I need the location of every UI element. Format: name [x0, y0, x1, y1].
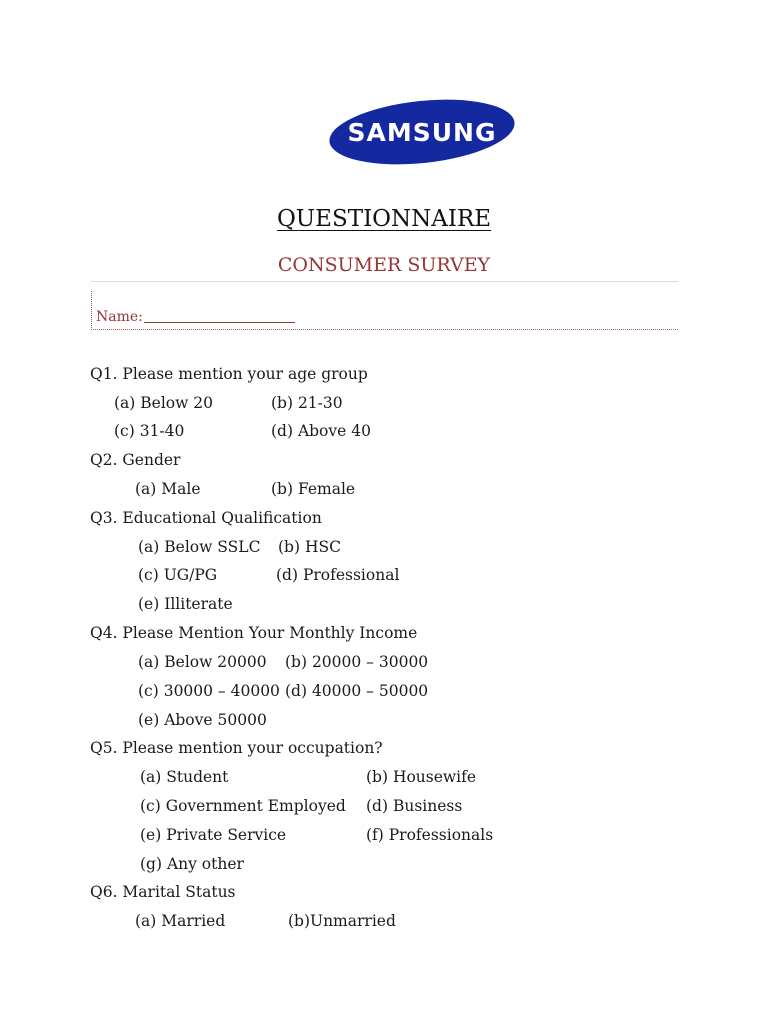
q1-option-d[interactable]: (d) Above 40	[271, 422, 371, 440]
q3-option-e[interactable]: (e) Illiterate	[138, 595, 233, 613]
q1-option-a[interactable]: (a) Below 20	[114, 394, 214, 412]
samsung-logo	[328, 98, 516, 166]
question-2: Q2. Gender	[90, 451, 181, 469]
name-input-line[interactable]	[144, 322, 295, 323]
q3-option-c[interactable]: (c) UG/PG	[138, 566, 218, 584]
q4-option-b[interactable]: (b) 20000 – 30000	[285, 653, 429, 671]
question-6: Q6. Marital Status	[90, 883, 236, 901]
name-field-box	[91, 291, 678, 330]
q5-option-c[interactable]: (c) Government Employed	[140, 797, 346, 815]
question-3: Q3. Educational Qualification	[90, 509, 322, 527]
q6-option-b[interactable]: (b)Unmarried	[288, 912, 396, 930]
q4-option-c[interactable]: (c) 30000 – 40000	[138, 682, 280, 700]
q4-option-a[interactable]: (a) Below 20000	[138, 653, 267, 671]
question-4: Q4. Please Mention Your Monthly Income	[90, 624, 418, 642]
q6-option-a[interactable]: (a) Married	[135, 912, 226, 930]
q5-option-b[interactable]: (b) Housewife	[366, 768, 477, 786]
logo-wordmark: SAMSUNG	[347, 118, 497, 147]
q4-option-d[interactable]: (d) 40000 – 50000	[285, 682, 429, 700]
q2-option-a[interactable]: (a) Male	[135, 480, 201, 498]
q5-option-g[interactable]: (g) Any other	[140, 855, 244, 873]
page-title: QUESTIONNAIRE	[276, 206, 492, 232]
q5-option-a[interactable]: (a) Student	[140, 768, 229, 786]
name-label: Name:	[96, 309, 143, 325]
question-5: Q5. Please mention your occupation?	[90, 739, 383, 757]
q2-option-b[interactable]: (b) Female	[271, 480, 356, 498]
q3-option-a[interactable]: (a) Below SSLC	[138, 538, 261, 556]
q1-option-c[interactable]: (c) 31-40	[114, 422, 185, 440]
q3-option-b[interactable]: (b) HSC	[278, 538, 341, 556]
q1-option-b[interactable]: (b) 21-30	[271, 394, 343, 412]
page-subtitle: CONSUMER SURVEY	[277, 254, 491, 276]
q5-option-d[interactable]: (d) Business	[366, 797, 463, 815]
q4-option-e[interactable]: (e) Above 50000	[138, 711, 267, 729]
question-1: Q1. Please mention your age group	[90, 365, 368, 383]
q5-option-f[interactable]: (f) Professionals	[366, 826, 494, 844]
q5-option-e[interactable]: (e) Private Service	[140, 826, 287, 844]
header-divider	[91, 281, 678, 282]
samsung-logo-graphic	[328, 98, 516, 166]
q3-option-d[interactable]: (d) Professional	[276, 566, 400, 584]
